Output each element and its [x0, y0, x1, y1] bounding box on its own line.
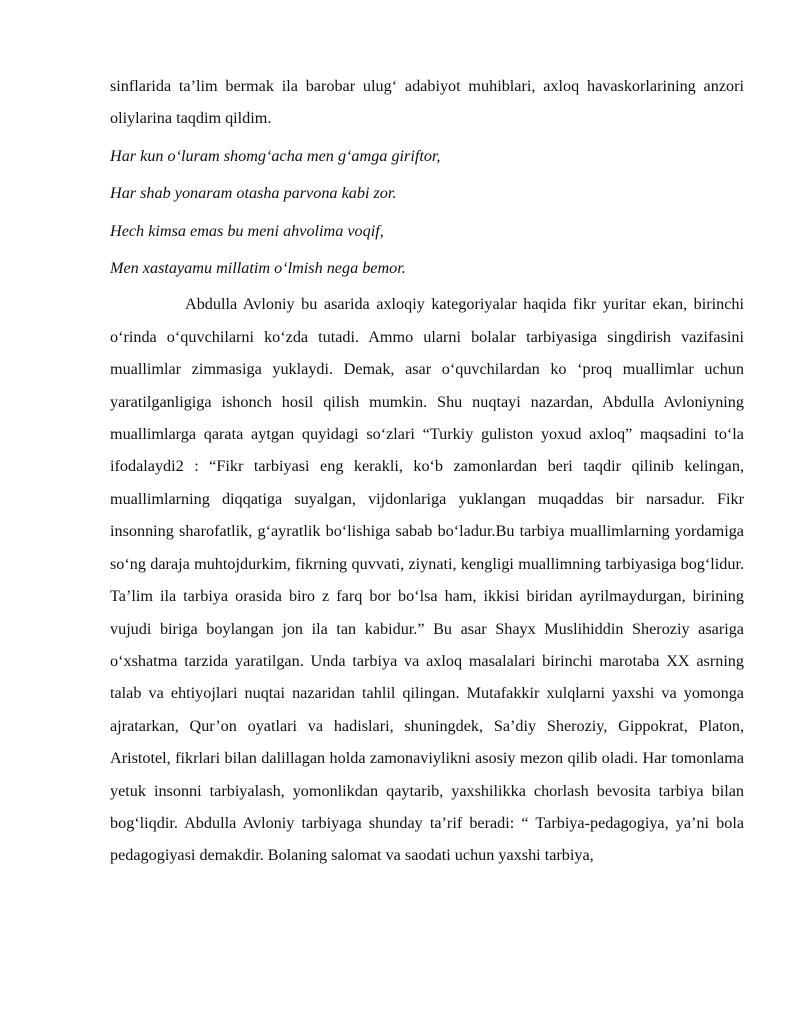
verse-line-1: Har kun o‘luram shomg‘acha men g‘amga giriftor,	[110, 146, 441, 165]
document-page	[110, 70, 744, 872]
main-paragraph: Abdulla Avloniy bu asarida axloqiy kategoriyalar haqida fikr yuritar ekan, birinchi o‘rinda o‘quvchilarni ko‘zda tutadi. Ammo ularni bolalar tarbiyasiga singdirish vazifasini muallimlar zimmasiga yuklaydi. Demak, asar o‘quvchilardan ko ‘proq muallimlar uchun yaratilganligiga ishonch hosil qilish mumkin. Shu nuqtayi nazardan, Abdulla Avloniyning muallimlarga qarata aytgan quyidagi so‘zlari “Turkiy guliston yoxud axloq” maqsadini to‘la ifodalaydi2 : “Fikr tarbiyasi eng kerakli, ko‘b zamonlardan beri taqdir qilinib kelingan, muallimlarning diqqatiga suyalgan, vijdonlariga yuklangan muqaddas bir narsadur. Fikr insonning sharofatlik, g‘ayratlik bo‘lishiga sabab bo‘ladur.Bu tarbiya muallimlarning yordamiga so‘ng daraja muhtojdurkim, fikrning quvvati, ziynati, kengligi muallimning tarbiyasiga bog‘lidur. Ta’lim ila tarbiya orasida biro z farq bor bo‘lsa ham, ikkisi biridan ayrilmaydurgan, birining vujudi biriga boylangan jon ila tan kabidur.” Bu asar Shayx Muslihiddin Sheroziy asariga o‘xshatma tarzida yaratilgan. Unda tarbiya va axloq masalalari birinchi marotaba XX asrning talab va ehtiyojlari nuqtai nazaridan tahlil qilingan. Mutafakkir xulqlarni yaxshi va yomonga ajratarkan, Qur’on oyatlari va hadislari, shuningdek, Sa’diy Sheroziy, Gippokrat, Platon, Aristotel, fikrlari bilan dalillagan holda zamonaviylikni asosiy mezon qilib oladi. Har tomonlama yetuk insonni tarbiyalash, yomonlikdan qaytarib, yaxshilikka chorlash bevosita tarbiya bilan bog‘liqdir. Abdulla Avloniy tarbiyaga shunday ta’rif beradi: “ Tarbiya-pedagogiya, ya’ni bola pedagogiyasi demakdir. Bolaning salomat va saodati uchun yaxshi tarbiya,	[110, 295, 744, 865]
intro-paragraph: sinflarida ta’lim bermak ila barobar ulug‘ adabiyot muhiblari, axloq havaskorlarining anzori oliylarina taqdim qildim.	[110, 77, 744, 128]
verse-line-3: Hech kimsa emas bu meni ahvolima voqif,	[110, 221, 384, 240]
verse-line-2: Har shab yonaram otasha parvona kabi zor.	[110, 184, 397, 203]
verse-line-4: Men xastayamu millatim o‘lmish nega bemor.	[110, 259, 406, 278]
